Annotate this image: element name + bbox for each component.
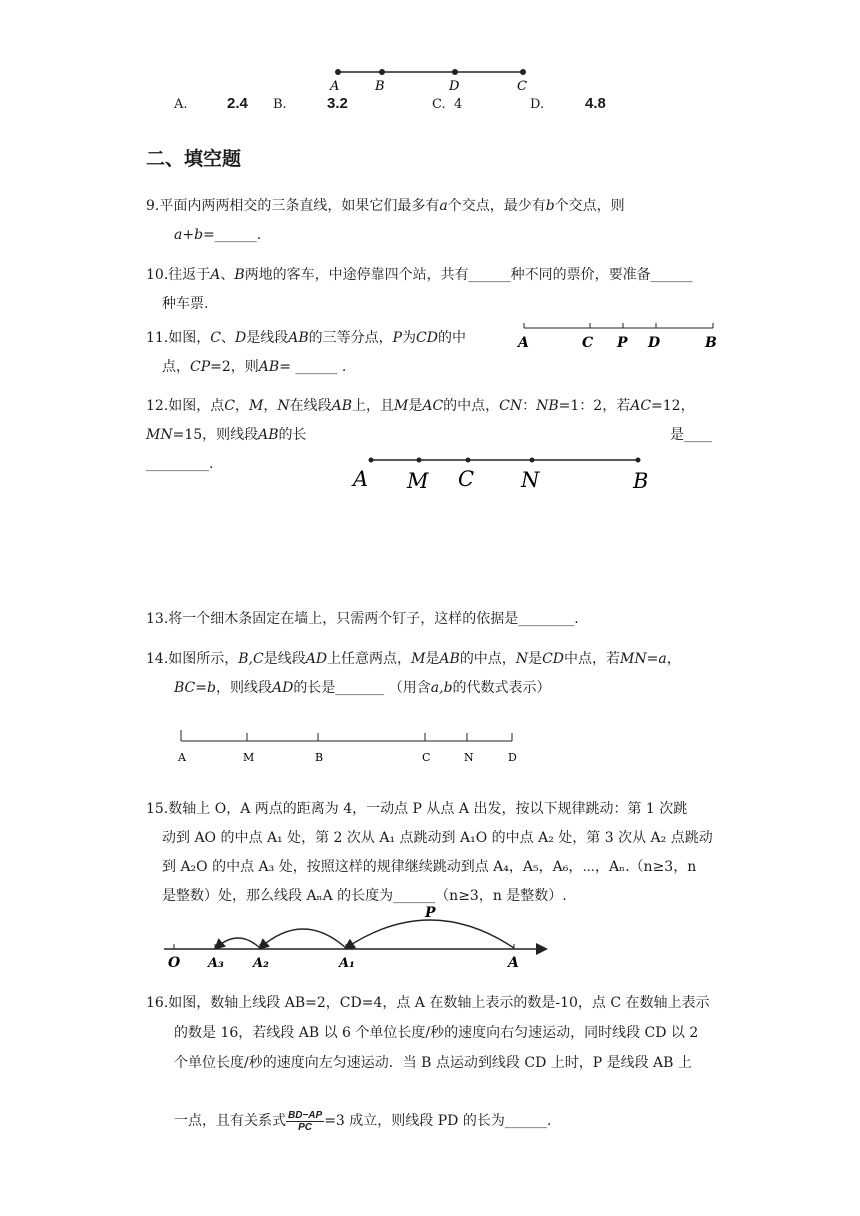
option-a-value: 2.4 bbox=[227, 95, 248, 112]
q11-label-p: P bbox=[617, 335, 628, 351]
q12-label-a: A bbox=[353, 467, 369, 491]
q11-var: AB bbox=[258, 359, 280, 375]
q12-var: AB bbox=[331, 398, 352, 414]
q15-figure bbox=[160, 902, 560, 972]
option-c-label[interactable]: C. bbox=[432, 97, 446, 112]
q15-label-a: A bbox=[508, 955, 519, 971]
q12-var: AB bbox=[258, 427, 279, 443]
q8-label-b: B bbox=[375, 79, 385, 94]
q15-label-a1: A₁ bbox=[339, 956, 355, 971]
q8-point-d bbox=[452, 69, 458, 75]
q15-text: 到 A₂O 的中点 A₃ 处，按照这样的规律继续跳动到点 A₄，A₅，A₆，⋯，Aₙ.（n≥3，n bbox=[162, 859, 697, 875]
q14-text: ， bbox=[666, 651, 681, 667]
q12-var: AC bbox=[630, 398, 652, 414]
q16-text: 的数是 16，若线段 AB 以 6 个单位长度/秒的速度向右匀速运动，同时线段 CD 以 2 bbox=[174, 1025, 699, 1041]
q12-var: AC bbox=[422, 398, 444, 414]
question-10 bbox=[146, 261, 718, 319]
q12-text: ： bbox=[522, 398, 537, 414]
q14-var: MN bbox=[620, 651, 647, 667]
option-b-label[interactable]: B. bbox=[273, 97, 287, 112]
q10-number: 10. bbox=[146, 267, 169, 283]
q12-text: =12， bbox=[651, 398, 695, 414]
q9-text: 个交点，最少有 bbox=[447, 198, 546, 214]
q8-figure bbox=[320, 60, 540, 96]
q12-figure bbox=[345, 450, 665, 496]
q12-text: 的长 bbox=[278, 427, 307, 443]
q15-text: 是整数）处，那么线段 AₙA 的长度为______（n≥3，n 是整数）. bbox=[162, 888, 567, 904]
q11-label-b: B bbox=[705, 335, 717, 351]
q12-label-c: C bbox=[458, 467, 475, 491]
q14-var: M bbox=[411, 651, 426, 667]
q12-var: CN bbox=[499, 398, 523, 414]
q11-text: 如图， bbox=[168, 330, 211, 346]
q8-label-a: A bbox=[330, 79, 340, 94]
q12-text: =1：2，若 bbox=[558, 398, 631, 414]
q8-point-a bbox=[335, 69, 341, 75]
q11-number: 11. bbox=[146, 330, 169, 346]
q14-text: 中点，若 bbox=[564, 651, 620, 667]
q9-text: 平面内两两相交的三条直线，如果它们最多有 bbox=[159, 198, 440, 214]
q14-var: b bbox=[207, 680, 216, 696]
q14-var: a,b bbox=[430, 680, 453, 696]
q14-text: = bbox=[646, 651, 659, 667]
q11-var: P bbox=[392, 330, 403, 346]
q14-label-m: M bbox=[243, 751, 255, 764]
q16-text: 如图，数轴上线段 AB=2，CD=4，点 A 在数轴上表示的数是-10，点 C 在数轴上表示 bbox=[168, 995, 710, 1011]
q12-label-m: M bbox=[407, 469, 429, 493]
q14-var: N bbox=[515, 651, 529, 667]
q16-text: 一点，且有关系式 bbox=[174, 1113, 286, 1129]
question-16 bbox=[146, 988, 724, 1136]
q14-text: 上任意两点， bbox=[327, 651, 412, 667]
q12-label-n: N bbox=[521, 468, 540, 492]
q16-text: 个单位长度/秒的速度向左匀速运动．当 B 点运动到线段 CD 上时，P 是线段 AB 上 bbox=[174, 1055, 692, 1071]
question-15 bbox=[146, 795, 724, 911]
q15-label-o: O bbox=[168, 955, 181, 971]
q8-point-b bbox=[379, 69, 385, 75]
q14-var: BC bbox=[174, 680, 196, 696]
q12-text: 上，且 bbox=[351, 398, 394, 414]
question-9 bbox=[146, 192, 718, 250]
q11-var: CD bbox=[416, 330, 438, 346]
option-d-value: 4.8 bbox=[585, 95, 606, 112]
q14-text: 的中点， bbox=[459, 651, 516, 667]
q12-blank: 是____ bbox=[670, 427, 712, 443]
q14-text: 是 bbox=[425, 651, 440, 667]
q11-var: CP bbox=[190, 359, 211, 375]
q9-blank: =______. bbox=[203, 227, 262, 243]
q11-label-c: C bbox=[582, 335, 594, 351]
q12-var: M bbox=[248, 398, 264, 414]
q14-var: CD bbox=[542, 651, 564, 667]
q12-text: =15，则线段 bbox=[172, 427, 259, 443]
q13-number: 13. bbox=[146, 611, 169, 627]
q12-label-b: B bbox=[633, 469, 649, 493]
section-title: 二、填空题 bbox=[146, 148, 242, 170]
question-14 bbox=[146, 645, 720, 703]
q15-label-p: P bbox=[425, 905, 436, 921]
option-c-value: 4 bbox=[454, 97, 463, 112]
q16-text: =3 成立，则线段 PD 的长为______. bbox=[324, 1113, 552, 1129]
q10-text: 两地的客车，中途停靠四个站，共有______种不同的票价，要准备______ bbox=[244, 267, 693, 283]
q16-fraction-numerator: BD−AP bbox=[288, 1109, 323, 1121]
q14-var: AD bbox=[305, 651, 328, 667]
q15-number: 15. bbox=[146, 801, 169, 817]
q14-label-b: B bbox=[315, 751, 324, 764]
q14-number: 14. bbox=[146, 651, 169, 667]
q14-text: 是 bbox=[528, 651, 543, 667]
q14-text: 的代数式表示） bbox=[452, 680, 551, 696]
q15-text: 动到 AO 的中点 A₁ 处，第 2 次从 A₁ 点跳动到 A₁O 的中点 A₂ 处，第 3 次从 A₂ 点跳动 bbox=[162, 830, 713, 846]
q14-var: B,C bbox=[238, 651, 264, 667]
q13-text: 将一个细木条固定在墙上，只需两个钉子，这样的依据是________. bbox=[168, 611, 579, 627]
q11-text: 的中 bbox=[437, 330, 466, 346]
q12-text: ， bbox=[263, 398, 278, 414]
q11-text: 的三等分点， bbox=[308, 330, 393, 346]
q14-text: 是线段 bbox=[263, 651, 306, 667]
q16-fraction-denominator: PC bbox=[298, 1121, 313, 1133]
q12-text: 如图，点 bbox=[168, 398, 225, 414]
q11-var: AB bbox=[288, 330, 309, 346]
q11-text: 为 bbox=[402, 330, 417, 346]
q14-text: 如图所示， bbox=[168, 651, 239, 667]
q16-fraction bbox=[286, 1110, 324, 1133]
q12-var: M bbox=[393, 398, 409, 414]
q12-text: 是 bbox=[408, 398, 423, 414]
option-b-value: 3.2 bbox=[327, 95, 348, 112]
q9-var-a: a bbox=[439, 198, 448, 214]
q11-label-a: A bbox=[518, 335, 529, 351]
q12-var: N bbox=[277, 398, 290, 414]
q14-var: AD bbox=[271, 680, 294, 696]
option-a-label[interactable]: A. bbox=[174, 97, 188, 112]
q15-label-a2: A₂ bbox=[253, 956, 269, 971]
q12-text: ， bbox=[234, 398, 249, 414]
q10-text: 种车票. bbox=[162, 296, 209, 312]
q14-label-n: N bbox=[464, 751, 474, 764]
q10-text: 、 bbox=[220, 267, 235, 283]
q14-var: a bbox=[658, 651, 667, 667]
q11-text: 是线段 bbox=[246, 330, 289, 346]
option-d-label[interactable]: D. bbox=[530, 97, 545, 112]
q11-var: C bbox=[210, 330, 221, 346]
q14-text: 的长是_______ （用含 bbox=[293, 680, 431, 696]
q8-label-d: D bbox=[449, 79, 460, 94]
q12-text: 在线段 bbox=[289, 398, 332, 414]
q8-point-c bbox=[520, 69, 526, 75]
q14-text: ，则线段 bbox=[215, 680, 272, 696]
q10-text: 往返于 bbox=[168, 267, 211, 283]
q8-label-c: C bbox=[517, 79, 527, 94]
q11-figure bbox=[512, 318, 722, 354]
q14-label-c: C bbox=[422, 751, 431, 764]
q9-expr: a+b bbox=[174, 227, 204, 243]
q11-var: D bbox=[234, 330, 247, 346]
question-13 bbox=[146, 605, 718, 634]
q15-text: 数轴上 O，A 两点的距离为 4，一动点 P 从点 A 出发，按以下规律跳动：第 1 次跳 bbox=[168, 801, 688, 817]
q12-blank: _________. bbox=[146, 456, 214, 472]
q12-var: NB bbox=[536, 398, 559, 414]
q10-var-a: A bbox=[210, 267, 221, 283]
q12-var: MN bbox=[146, 427, 173, 443]
q11-blank: = ______ . bbox=[279, 359, 347, 375]
q9-text: 个交点，则 bbox=[554, 198, 625, 214]
q11-label-d: D bbox=[648, 335, 661, 351]
q9-number: 9. bbox=[146, 198, 160, 214]
q11-text: 、 bbox=[220, 330, 235, 346]
q11-text: =2，则 bbox=[210, 359, 259, 375]
q16-number: 16. bbox=[146, 995, 169, 1011]
q12-number: 12. bbox=[146, 398, 169, 414]
q12-text: 的中点， bbox=[443, 398, 500, 414]
q14-label-d: D bbox=[508, 751, 517, 764]
q14-figure bbox=[172, 728, 522, 768]
q14-var: AB bbox=[439, 651, 460, 667]
q10-var-b: B bbox=[234, 267, 245, 283]
q15-label-a3: A₃ bbox=[208, 956, 224, 971]
question-11 bbox=[146, 324, 516, 382]
q14-text: = bbox=[195, 680, 207, 696]
q12-var: C bbox=[224, 398, 235, 414]
q14-label-a: A bbox=[178, 751, 186, 764]
q9-var-b: b bbox=[545, 198, 555, 214]
q11-text: 点， bbox=[162, 359, 190, 375]
